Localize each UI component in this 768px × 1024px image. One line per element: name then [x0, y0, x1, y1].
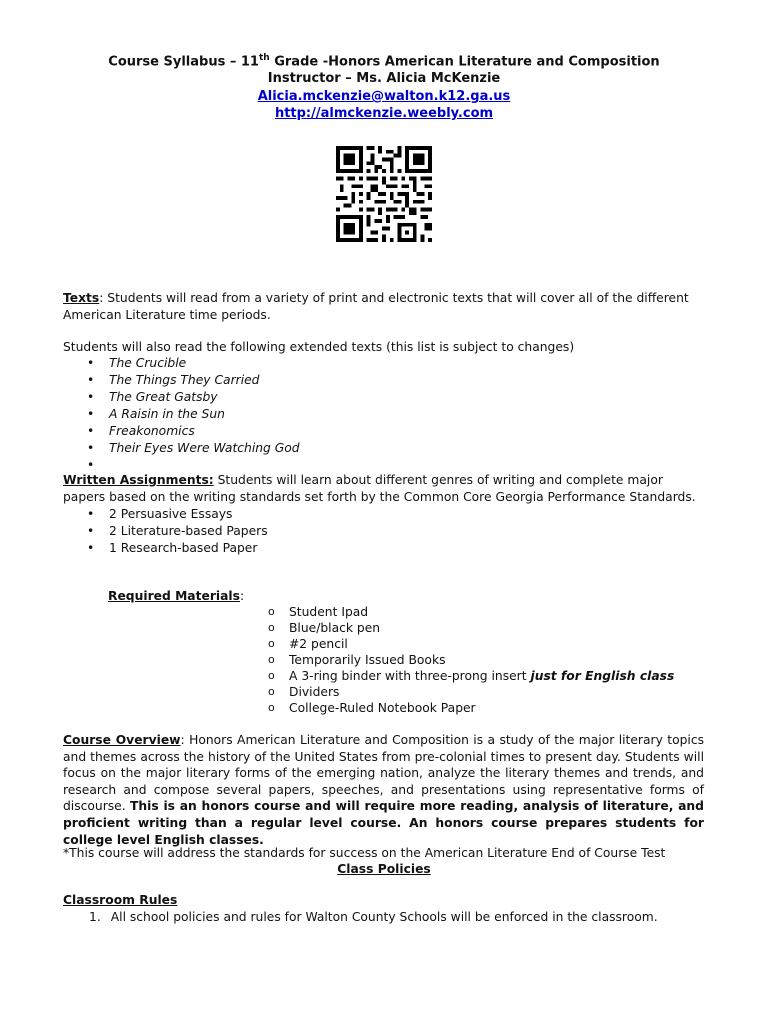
- list-item: • Their Eyes Were Watching God: [87, 441, 300, 455]
- list-item: o Dividers: [268, 685, 340, 699]
- website-link[interactable]: http://almckenzie.weebly.com: [274, 106, 494, 121]
- course-overview-paragraph: Course Overview: Honors American Literature and Composition is a study of the major literary topics and themes across the history of the United States from pre-colonial times to present day. Students will focus on the major literary forms of the emerging nation, analyze the literary themes and trends, and research and compose several papers, speeches, and presentations using representative forms of discourse. This is an honors course and will require more reading, analysis of literature, and proficient writing than a regular level course. An honors course prepares students for college level English classes.: [63, 733, 704, 847]
- written-assignments-label: Written Assignments:: [63, 473, 214, 487]
- list-item: o #2 pencil: [268, 637, 348, 651]
- written-assignments-list: [63, 506, 463, 557]
- list-item: •: [87, 458, 95, 472]
- email-link-row: [0, 89, 768, 104]
- texts-paragraph: Texts: Students will read from a variety of print and electronic texts that will cover all of the different American Literature time periods.: [63, 291, 689, 322]
- list-item: • The Things They Carried: [87, 373, 260, 387]
- classroom-rule-1: 1. All school policies and rules for Walton County Schools will be enforced in the classroom.: [89, 910, 658, 924]
- list-item: o Blue/black pen: [268, 621, 381, 635]
- extended-texts-list: [63, 355, 563, 474]
- list-item: • Freakonomics: [87, 424, 195, 438]
- list-item: o A 3-ring binder with three-prong insert just for English class: [268, 669, 675, 683]
- list-item: • A Raisin in the Sun: [87, 407, 225, 421]
- page-title: Course Syllabus – 11th Grade -Honors American Literature and Composition: [108, 53, 660, 70]
- list-item: • The Crucible: [87, 356, 187, 370]
- course-overview-label: Course Overview: [63, 733, 181, 747]
- list-item: • The Great Gatsby: [87, 390, 218, 404]
- list-item: • 1 Research-based Paper: [87, 541, 258, 555]
- required-materials-heading: Required Materials:: [108, 589, 245, 603]
- list-item: • 2 Persuasive Essays: [87, 507, 233, 521]
- eoct-note: *This course will address the standards for success on the American Literature End of Course Test: [63, 846, 666, 860]
- list-item: o Temporarily Issued Books: [268, 653, 446, 667]
- written-assignments-paragraph: Written Assignments: Students will learn about different genres of writing and complete major papers based on the writing standards set forth by the Common Core Georgia Performance Standards.: [63, 473, 696, 504]
- extended-texts-intro: Students will also read the following extended texts (this list is subject to changes): [63, 340, 575, 354]
- list-item: o College-Ruled Notebook Paper: [268, 701, 476, 715]
- required-materials-list: [268, 604, 708, 716]
- email-link[interactable]: Alicia.mckenzie@walton.k12.ga.us: [257, 89, 511, 104]
- website-link-row: [0, 106, 768, 121]
- classroom-rules-heading: Classroom Rules: [63, 893, 178, 907]
- list-item: o Student Ipad: [268, 605, 369, 619]
- qr-code-icon: [336, 146, 432, 242]
- texts-label: Texts: [63, 291, 100, 305]
- class-policies-heading: Class Policies: [337, 862, 431, 876]
- list-item: • 2 Literature-based Papers: [87, 524, 268, 538]
- instructor-line: Instructor – Ms. Alicia McKenzie: [267, 71, 501, 86]
